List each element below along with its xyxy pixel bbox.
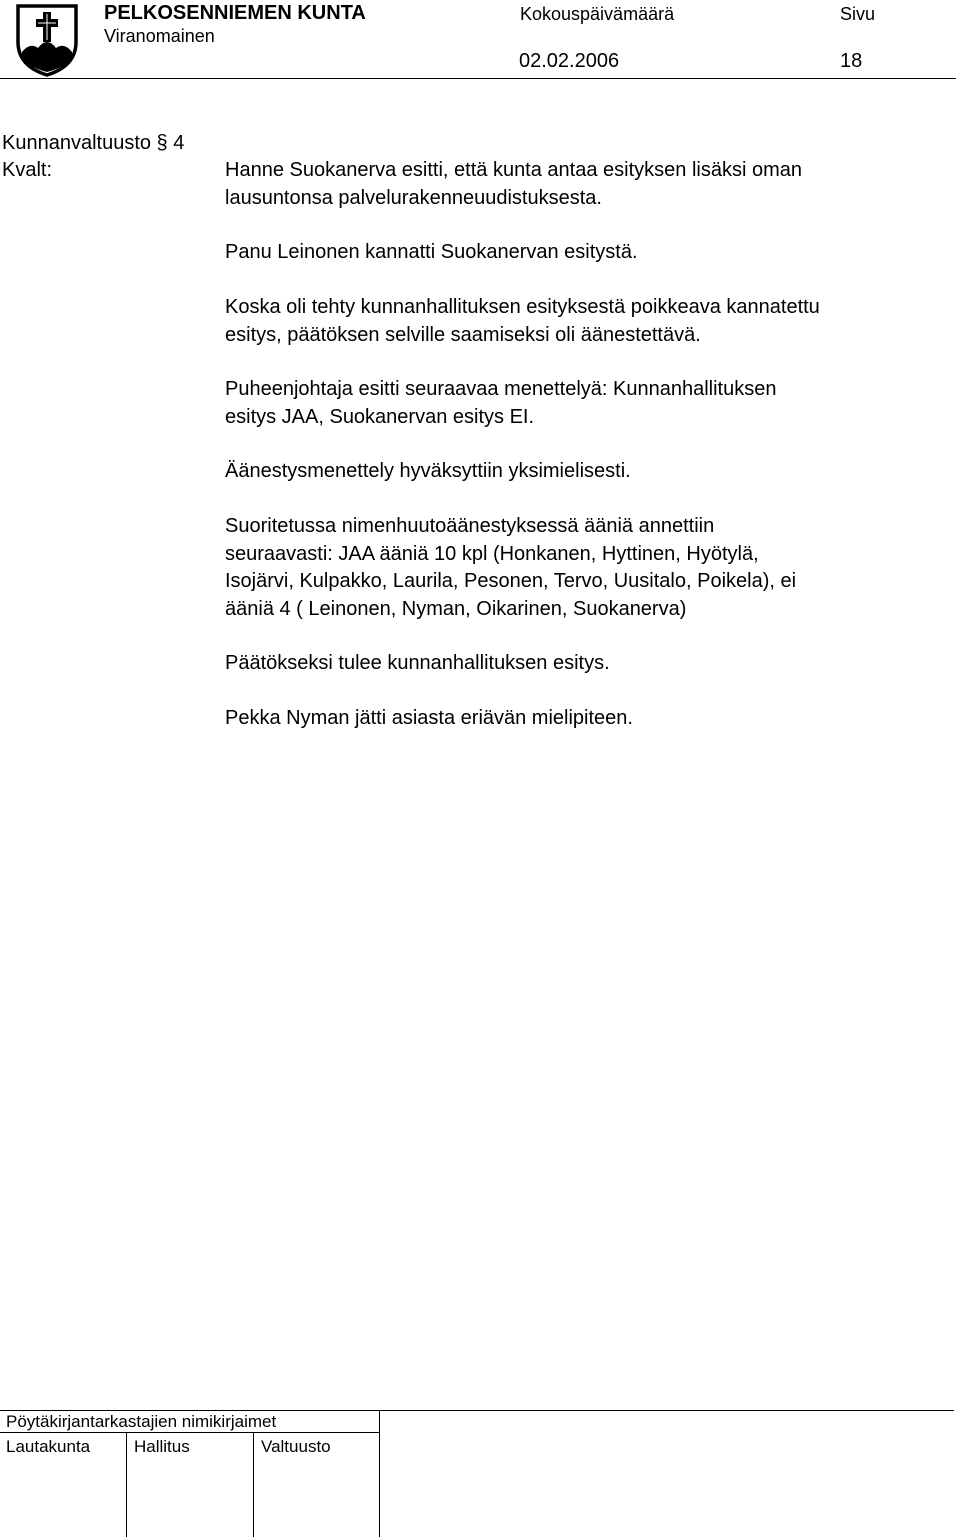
paragraph-proposal xyxy=(225,157,945,212)
paragraph-line: Pekka Nyman jätti asiasta eriävän mielipiteen. xyxy=(225,707,633,729)
paragraph-line: esitys, päätöksen selville saamiseksi oli äänestettävä. xyxy=(225,323,701,346)
signature-column-council: Valtuusto xyxy=(261,1437,331,1456)
paragraph-line: Äänestysmenettely hyväksyttiin yksimielisesti. xyxy=(225,460,631,482)
paragraph-line: ääniä 4 ( Leinonen, Nyman, Oikarinen, Suokanerva) xyxy=(225,597,687,620)
paragraph-line: Hanne Suokanerva esitti, että kunta antaa esityksen lisäksi oman xyxy=(225,159,802,181)
signature-table xyxy=(0,1410,954,1537)
signature-column-board: Lautakunta xyxy=(6,1437,91,1456)
paragraph-line: Isojärvi, Kulpakko, Laurila, Pesonen, Tervo, Uusitalo, Poikela), ei xyxy=(225,570,797,592)
page-number: 18 xyxy=(840,50,863,72)
paragraph-line: Panu Leinonen kannatti Suokanervan esitystä. xyxy=(225,241,638,263)
organization-name: PELKOSENNIEMEN KUNTA xyxy=(104,2,366,24)
paragraph-procedure xyxy=(225,376,945,431)
paragraph-vote-result xyxy=(225,513,945,623)
signature-table-title: Pöytäkirjantarkastajien nimikirjaimet xyxy=(6,1412,277,1431)
section-label: Kvalt: xyxy=(2,159,53,181)
paragraph-line: esitys JAA, Suokanervan esitys EI. xyxy=(225,405,535,428)
footer-mid-rule xyxy=(0,1432,380,1433)
paragraph-vote-required xyxy=(225,294,945,349)
paragraph-decision xyxy=(225,650,945,678)
paragraph-line: lausuntonsa palvelurakenneuudistuksesta. xyxy=(225,186,602,209)
department-name: Viranomainen xyxy=(104,26,215,46)
paragraph-dissent xyxy=(225,705,945,733)
paragraph-line: Koska oli tehty kunnanhallituksen esityksestä poikkeava kannatettu xyxy=(225,296,820,318)
signature-column-government: Hallitus xyxy=(134,1437,190,1456)
paragraph-procedure-approved xyxy=(225,458,945,486)
footer-column-divider xyxy=(379,1410,380,1537)
paragraph-line: Suoritetussa nimenhuutoäänestyksessä ääniä annettiin xyxy=(225,515,715,537)
footer-column-divider xyxy=(253,1432,254,1537)
section-title: Kunnanvaltuusto § 4 xyxy=(2,132,185,154)
meeting-date-label: Kokouspäivämäärä xyxy=(520,4,675,24)
paragraph-seconding xyxy=(225,239,945,267)
coat-of-arms-icon xyxy=(14,2,80,78)
paragraph-line: seuraavasti: JAA ääniä 10 kpl (Honkanen, Hyttinen, Hyötylä, xyxy=(225,542,759,565)
municipality-coat-of-arms xyxy=(14,2,80,78)
page-label: Sivu xyxy=(840,4,876,24)
header-divider xyxy=(0,78,956,79)
paragraph-line: Päätökseksi tulee kunnanhallituksen esitys. xyxy=(225,652,610,674)
meeting-date-value: 02.02.2006 xyxy=(519,50,620,72)
footer-column-divider xyxy=(126,1432,127,1537)
paragraph-line: Puheenjohtaja esitti seuraavaa menettelyä: Kunnanhallituksen xyxy=(225,378,777,400)
footer-top-rule xyxy=(0,1410,954,1411)
